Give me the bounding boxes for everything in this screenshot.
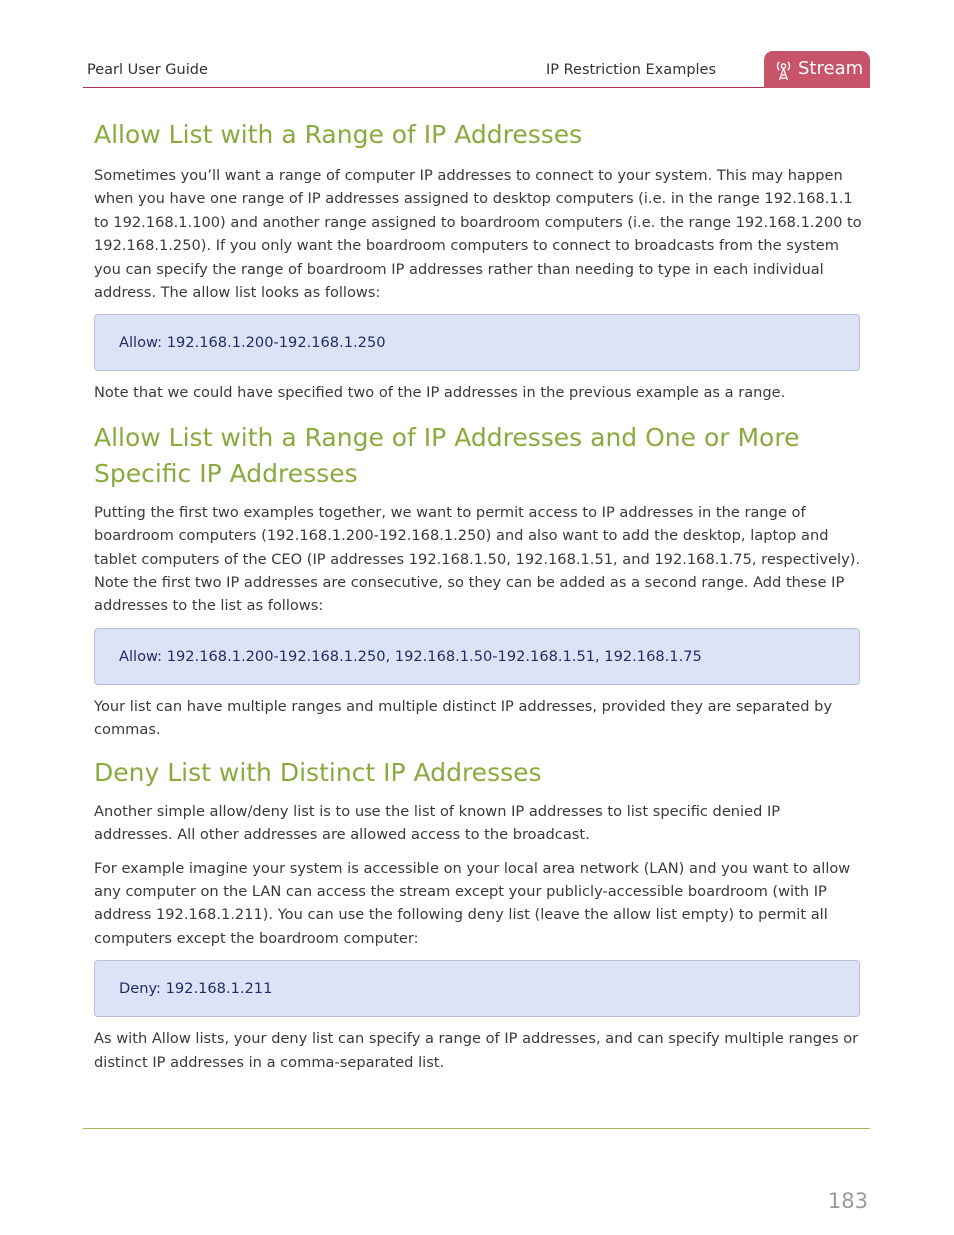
code-text: Allow: 192.168.1.200-192.168.1.250 xyxy=(119,334,386,352)
footer-divider xyxy=(83,1128,870,1129)
paragraph: Sometimes you’ll want a range of computer IP addresses to connect to your system. This may happen when you have one range of IP addresses assigned to desktop computers (i.e. in the range 192.168.1.1 to 192.168.1.100) and another range assigned to boardroom computers (i.e. the range 192.168.1.200 to 192.168.1.250). If you only want the boardroom computers to connect to broadcasts from the system you can specify the range of boardroom IP addresses rather than needing to type in each individual address. The allow list looks as follows: xyxy=(94,167,862,302)
paragraph: Note that we could have specified two of the IP addresses in the previous example as a range. xyxy=(94,384,786,402)
code-text: Allow: 192.168.1.200-192.168.1.250, 192.168.1.50-192.168.1.51, 192.168.1.75 xyxy=(119,647,702,665)
section-heading: Allow List with a Range of IP Addresses xyxy=(94,120,583,149)
page-header xyxy=(83,50,870,88)
paragraph: Another simple allow/deny list is to use the list of known IP addresses to list specific denied IP addresses. All other addresses are allowed access to the broadcast. xyxy=(94,802,781,844)
code-block xyxy=(94,628,860,685)
code-block xyxy=(94,314,860,371)
code-block xyxy=(94,960,860,1017)
stream-brand-tab xyxy=(764,51,870,88)
code-text: Deny: 192.168.1.211 xyxy=(119,980,273,998)
paragraph: Your list can have multiple ranges and multiple distinct IP addresses, provided they are separated by commas. xyxy=(94,697,833,739)
main-content xyxy=(94,114,862,1074)
paragraph: Putting the first two examples together, we want to permit access to IP addresses in the range of boardroom computers (192.168.1.200-192.168.1.250) and also want to add the desktop, laptop and tablet computers of the CEO (IP addresses 192.168.1.50, 192.168.1.51, and 192.168.1.75, respectively). Note the first two IP addresses are consecutive, so they can be added as a second range. Add these IP addresses to the list as follows: xyxy=(94,503,861,615)
section-heading: Deny List with Distinct IP Addresses xyxy=(94,757,542,787)
section-heading: Allow List with a Range of IP Addresses and One or More Specific IP Addresses xyxy=(94,422,800,488)
paragraph: As with Allow lists, your deny list can specify a range of IP addresses, and can specify multiple ranges or distinct IP addresses in a comma-separated list. xyxy=(94,1030,859,1071)
guide-title: Pearl User Guide xyxy=(87,62,208,78)
brand-label: Stream xyxy=(798,58,864,79)
section-title: IP Restriction Examples xyxy=(546,62,717,78)
page-number: 183 xyxy=(827,1189,868,1213)
paragraph: For example imagine your system is accessible on your local area network (LAN) and you want to allow any computer on the LAN can access the stream except your publicly-accessible boardroom (with IP address 192.168.1.211). You can use the following deny list (leave the allow list empty) to permit all computers except the boardroom computer: xyxy=(94,859,851,947)
broadcast-tower-icon xyxy=(775,59,792,81)
